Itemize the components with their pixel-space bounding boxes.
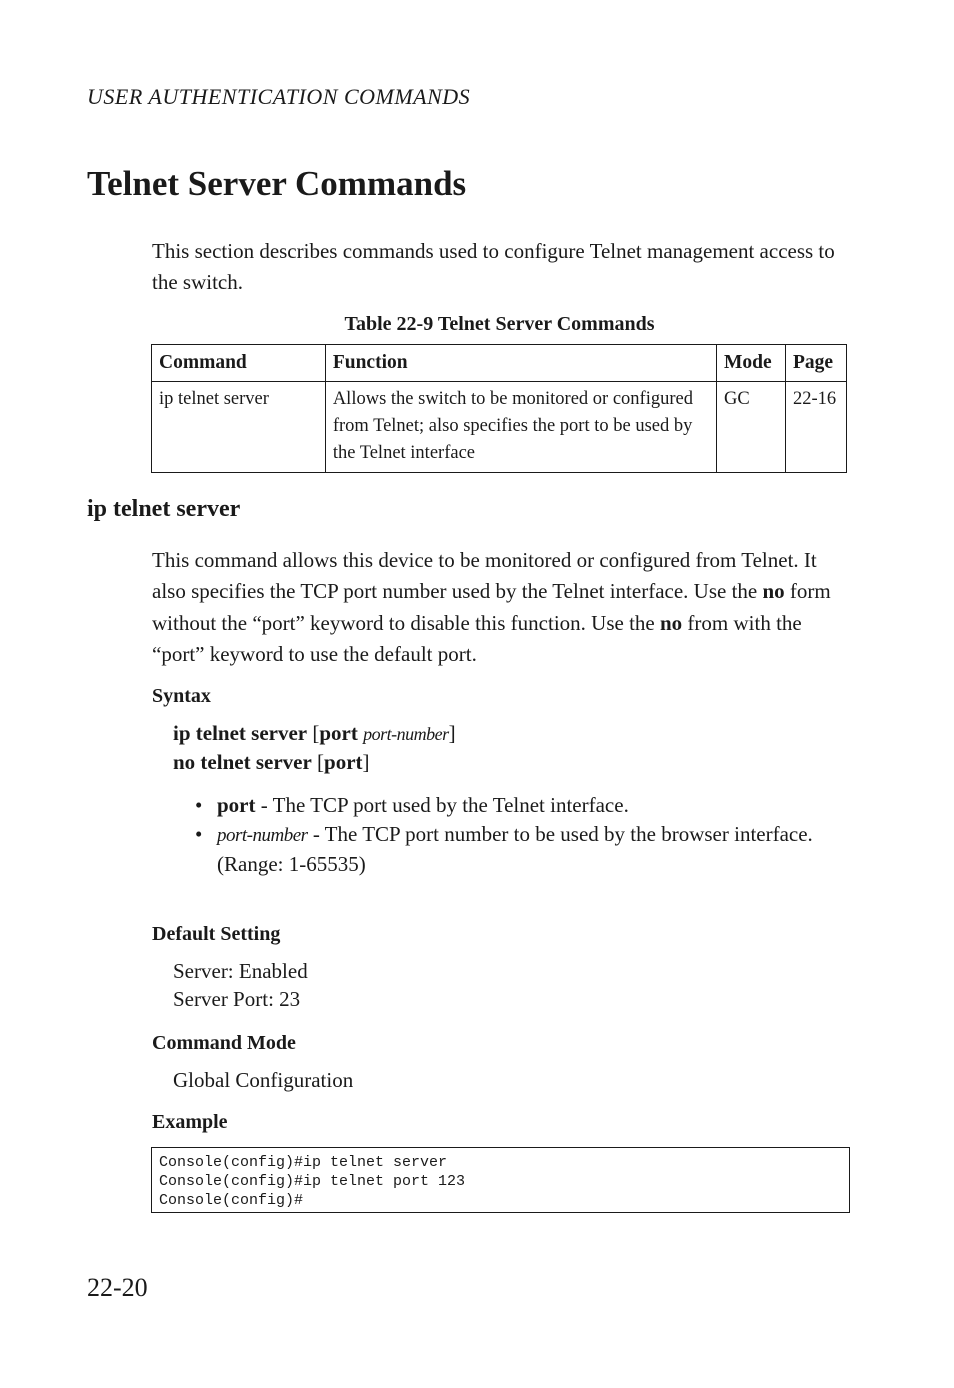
section-title: ip telnet server bbox=[87, 496, 241, 522]
cell-command: ip telnet server bbox=[152, 382, 326, 473]
syntax-line bbox=[173, 750, 370, 775]
param-name: port-number bbox=[217, 825, 308, 846]
command-description bbox=[152, 545, 852, 670]
list-item bbox=[195, 791, 825, 820]
syntax-line bbox=[173, 721, 456, 746]
syntax-bracket: ] bbox=[448, 721, 456, 745]
syntax-heading: Syntax bbox=[152, 685, 211, 707]
example-code-block bbox=[151, 1147, 850, 1213]
command-mode-value: Global Configuration bbox=[173, 1068, 354, 1092]
running-header-initial: C bbox=[343, 84, 360, 109]
cell-mode: GC bbox=[717, 382, 786, 473]
page-number: 22-20 bbox=[87, 1273, 148, 1302]
syntax-bracket: [ bbox=[307, 721, 320, 745]
syntax-keyword: port bbox=[319, 721, 358, 745]
code-line: Console(config)#ip telnet server bbox=[159, 1154, 448, 1171]
code-line: Console(config)#ip telnet port 123 bbox=[159, 1173, 466, 1190]
running-header-word: SER bbox=[103, 84, 143, 109]
description-text: form without the “port” keyword to disable this function. Use the bbox=[152, 579, 831, 635]
column-header-function: Function bbox=[325, 345, 716, 382]
syntax-bracket: [ bbox=[311, 750, 325, 774]
syntax-argument: port-number bbox=[363, 724, 449, 744]
intro-paragraph: This section describes commands used to configure Telnet management access to the switch. bbox=[152, 239, 835, 294]
default-setting-line: Server: Enabled bbox=[173, 959, 308, 983]
syntax-keyword: port bbox=[324, 750, 363, 774]
table-row bbox=[152, 382, 847, 473]
column-header-page: Page bbox=[786, 345, 847, 382]
keyword-no: no bbox=[659, 610, 683, 635]
parameter-list bbox=[195, 791, 825, 879]
syntax-command: no telnet server bbox=[173, 750, 312, 774]
cell-page: 22-16 bbox=[786, 382, 847, 473]
param-name: port bbox=[217, 793, 256, 817]
syntax-bracket: ] bbox=[362, 750, 370, 774]
running-header-initial: U bbox=[87, 84, 104, 109]
commands-table bbox=[151, 344, 847, 473]
code-line: Console(config)# bbox=[159, 1192, 304, 1209]
column-header-mode: Mode bbox=[717, 345, 786, 382]
syntax-command: ip telnet server bbox=[173, 721, 308, 745]
table-caption: Table 22-9 Telnet Server Commands bbox=[344, 313, 655, 335]
keyword-no: no bbox=[762, 579, 785, 604]
running-header bbox=[87, 84, 470, 110]
running-header-word: OMMANDS bbox=[359, 84, 471, 109]
table-header-row bbox=[152, 345, 847, 382]
cell-function: Allows the switch to be monitored or configured from Telnet; also specifies the port to be used by the Telnet interface bbox=[325, 382, 716, 473]
example-heading: Example bbox=[152, 1111, 228, 1133]
column-header-command: Command bbox=[152, 345, 326, 382]
default-setting-heading: Default Setting bbox=[152, 923, 281, 945]
default-setting-line: Server Port: 23 bbox=[173, 987, 301, 1011]
list-item bbox=[195, 820, 825, 879]
param-description: - The TCP port number to be used by the browser interface. (Range: 1-65535) bbox=[217, 822, 813, 876]
running-header-word: UTHENTICATION bbox=[162, 84, 338, 109]
description-text: from with the “port” keyword to use the default port. bbox=[152, 610, 802, 666]
running-header-initial: A bbox=[148, 84, 163, 109]
description-text: This command allows this device to be monitored or configured from Telnet. It also specifies the TCP port number used by the Telnet interface. Use the bbox=[152, 548, 817, 604]
command-mode-heading: Command Mode bbox=[152, 1032, 296, 1054]
page-title: Telnet Server Commands bbox=[87, 164, 467, 203]
param-description: - The TCP port used by the Telnet interface. bbox=[255, 793, 629, 817]
